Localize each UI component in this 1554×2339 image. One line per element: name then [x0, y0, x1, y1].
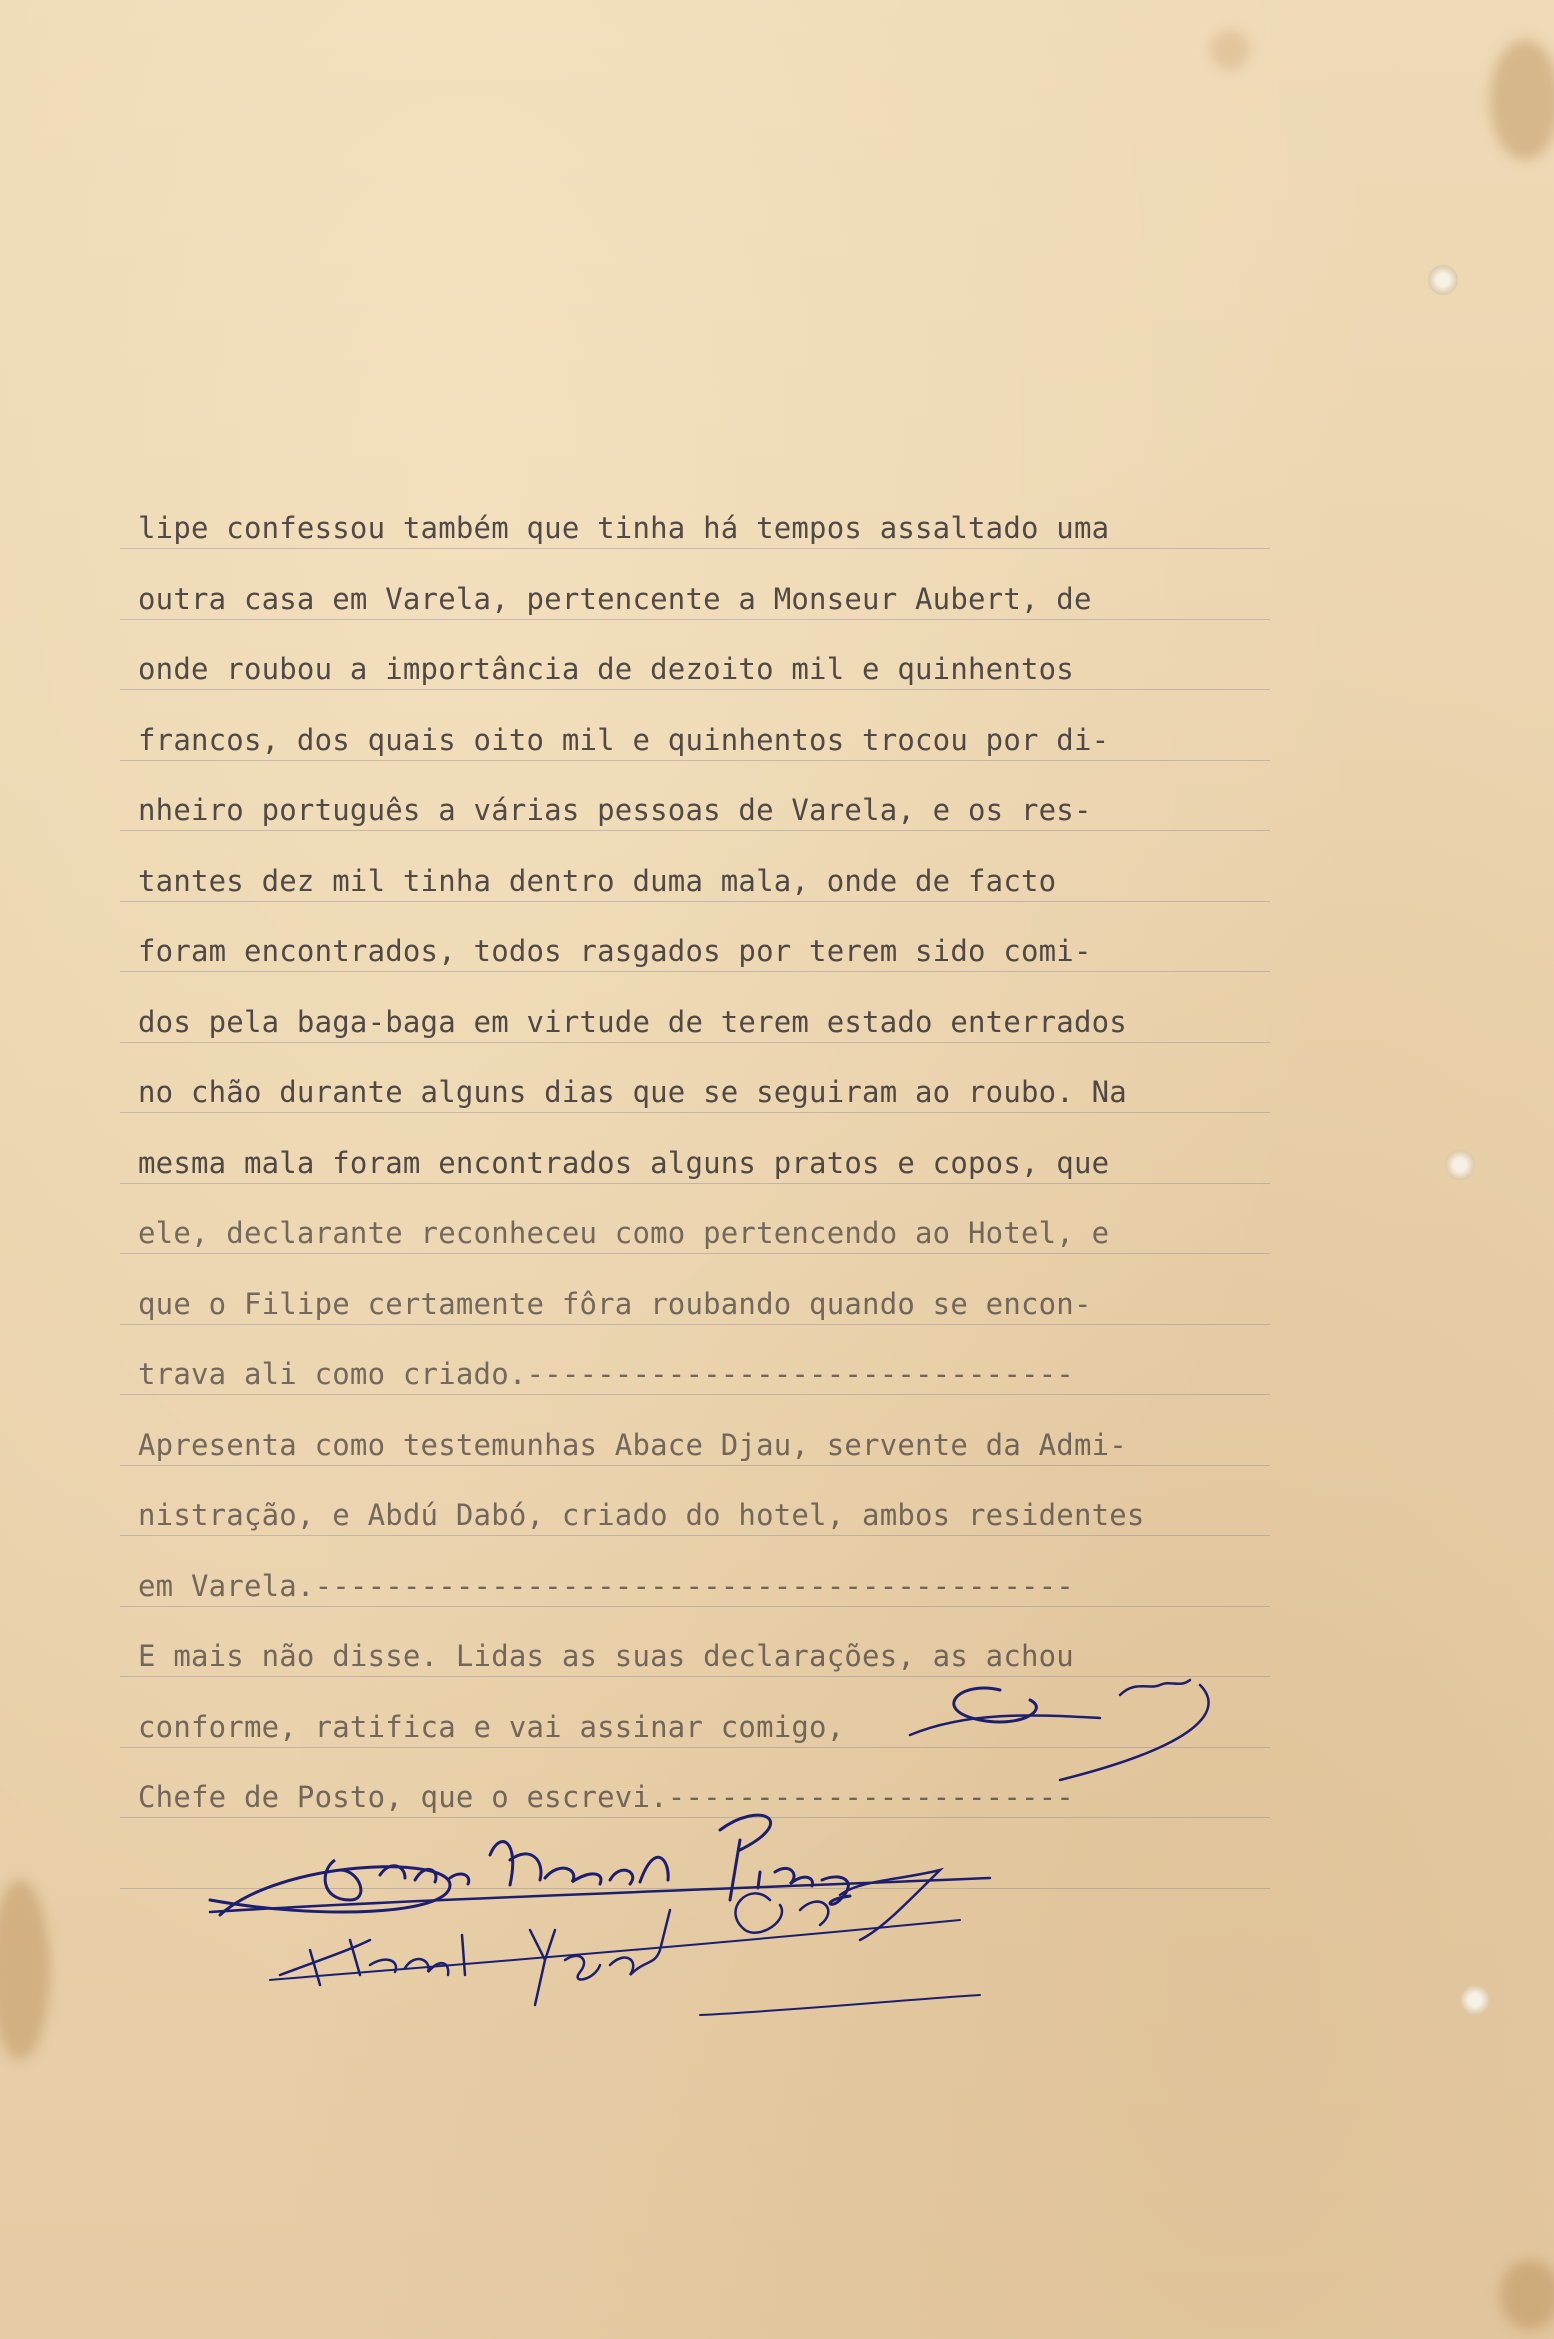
- text-line-9: no chão durante alguns dias que se seguiram ao roubo. Na: [138, 1075, 1127, 1109]
- text-line-19: Chefe de Posto, que o escrevi.-----------------------: [138, 1780, 1074, 1814]
- text-line-3: onde roubou a importância de dezoito mil e quinhentos: [138, 652, 1074, 686]
- text-line-8: dos pela baga-baga em virtude de terem estado enterrados: [138, 1004, 1127, 1039]
- text-line-2: outra casa em Varela, pertencente a Monseur Aubert, de: [138, 581, 1092, 616]
- punch-hole-middle: [1445, 1150, 1475, 1180]
- signatures-block: [200, 1800, 1020, 2030]
- text-line-11: ele, declarante reconheceu como pertencendo ao Hotel, e: [138, 1216, 1110, 1250]
- text-line-12: que o Filipe certamente fôra roubando quando se encon-: [138, 1286, 1092, 1321]
- text-line-1: lipe confessou também que tinha há tempos assaltado uma: [138, 511, 1110, 545]
- stain-small-top: [1210, 30, 1250, 70]
- text-line-18: conforme, ratifica e vai assinar comigo,: [138, 1709, 845, 1744]
- text-line-5: nheiro português a várias pessoas de Varela, e os res-: [138, 793, 1092, 827]
- stain-left: [0, 1880, 50, 2060]
- text-line-15: nistração, e Abdú Dabó, criado do hotel, ambos residentes: [138, 1498, 1145, 1532]
- text-line-17: E mais não disse. Lidas as suas declarações, as achou: [138, 1639, 1074, 1673]
- text-line-7: foram encontrados, todos rasgados por terem sido comi-: [138, 934, 1092, 968]
- declarant-initial-signature: [880, 1650, 1240, 1800]
- text-line-10: mesma mala foram encontrados alguns pratos e copos, que: [138, 1145, 1110, 1180]
- typed-text-block: [138, 505, 1288, 1845]
- text-line-4: francos, dos quais oito mil e quinhentos trocou por di-: [138, 722, 1110, 757]
- text-line-13: trava ali como criado.-------------------------------: [138, 1357, 1074, 1391]
- stain-bottom-right: [1500, 2260, 1554, 2330]
- text-line-6: tantes dez mil tinha dentro duma mala, onde de facto: [138, 863, 1057, 898]
- punch-hole-top: [1428, 265, 1458, 295]
- text-line-16: em Varela.-------------------------------------------: [138, 1568, 1074, 1603]
- punch-hole-bottom: [1460, 1985, 1490, 2015]
- text-line-14: Apresenta como testemunhas Abace Djau, servente da Admi-: [138, 1427, 1127, 1462]
- stain-top-right: [1490, 40, 1554, 160]
